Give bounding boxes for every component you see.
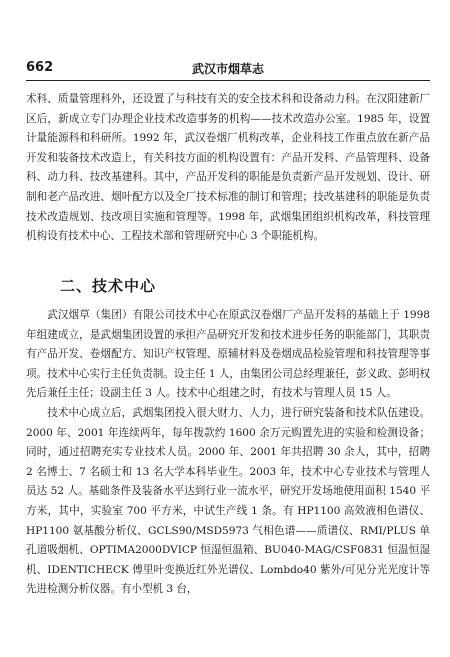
body-text-bottom [26, 306, 430, 600]
paragraph: 术科、质量管理科外，还设置了与科技有关的安全技术科和设备动力科。在汉阳建新厂区后，新成立专门办理企业技术改造事务的机构——技术改造办公室。1985 年，设置计量能源科和科研所。1992 年，武汉卷烟厂机构改革，企业科技工作重点放在新产品开发和装备技术改造上，有关科技方面的机构设置有：产品开发科、产品管理科、设备科、动力科、技改基建科。其中，产品开发科的职能是负责新产品开发规划、设计、研制和老产品改进、烟叶配方以及全厂技术标准的制订和管理；技改基建科的职能是负责技术改造规划、技改项目实施和管理等。1998 年，武烟集团组织机构改革，科技管理机构设有技术中心、工程技术部和管理研究中心 3 个职能机构。 [26, 93, 430, 243]
page-header [26, 58, 430, 81]
running-title: 武汉市烟草志 [191, 62, 264, 76]
paragraph: 武汉烟草（集团）有限公司技术中心在原武汉卷烟厂产品开发科的基础上于 1998 年组建成立，是武烟集团设置的承担产品研究开发和技术进步任务的职能部门，其职责有产品开发、卷烟配方、知识产权管理、原辅材料及卷烟成品检验管理和科技管理等事项。技术中心实行主任负责制。设主任 1 人，由集团公司总经理兼任，彭义政、彭明权先后兼任主任；设副主任 3 人。技术中心组建之时，有技术与管理人员 15 人。 [26, 309, 430, 400]
section-heading: 二、技术中心 [60, 277, 157, 295]
page-number: 662 [26, 60, 54, 75]
body-text-top [26, 90, 430, 247]
paragraph: 技术中心成立后，武烟集团投入很大财力、人力，进行研究装备和技术队伍建设。2000 年、2001 年连续两年，每年拨款约 1600 余万元购置先进的实验和检测设备；同时，通过招聘充实专业技术人员。2000 年、2001 年共招聘 30 余人，其中，招聘 2 名博士、7 名硕士和 13 名大学本科毕业生。2003 年，技术中心专业技术与管理人员达 52 人。基础条件及装备水平达到行业一流水平，研究开发场地使用面积 1540 平方米，其中，实验室 700 平方米，中试生产线 1 条。有 HP1100 高效液相色谱仪、HP1100 氨基酸分析仪、GCLS90/MSD5973 气相色谱——质谱仪、RMI/PLUS 单孔道吸烟机、OPTIMA2000DVICP 恒湿恒温箱、BU040-MAG/CSF0831 恒温恒湿机、IDENTICHECK 傅里叶变换近红外光谱仪、Lombdo40 紫外/可见分光光度计等先进检测分析仪器。有小型机 3 台， [26, 406, 430, 596]
